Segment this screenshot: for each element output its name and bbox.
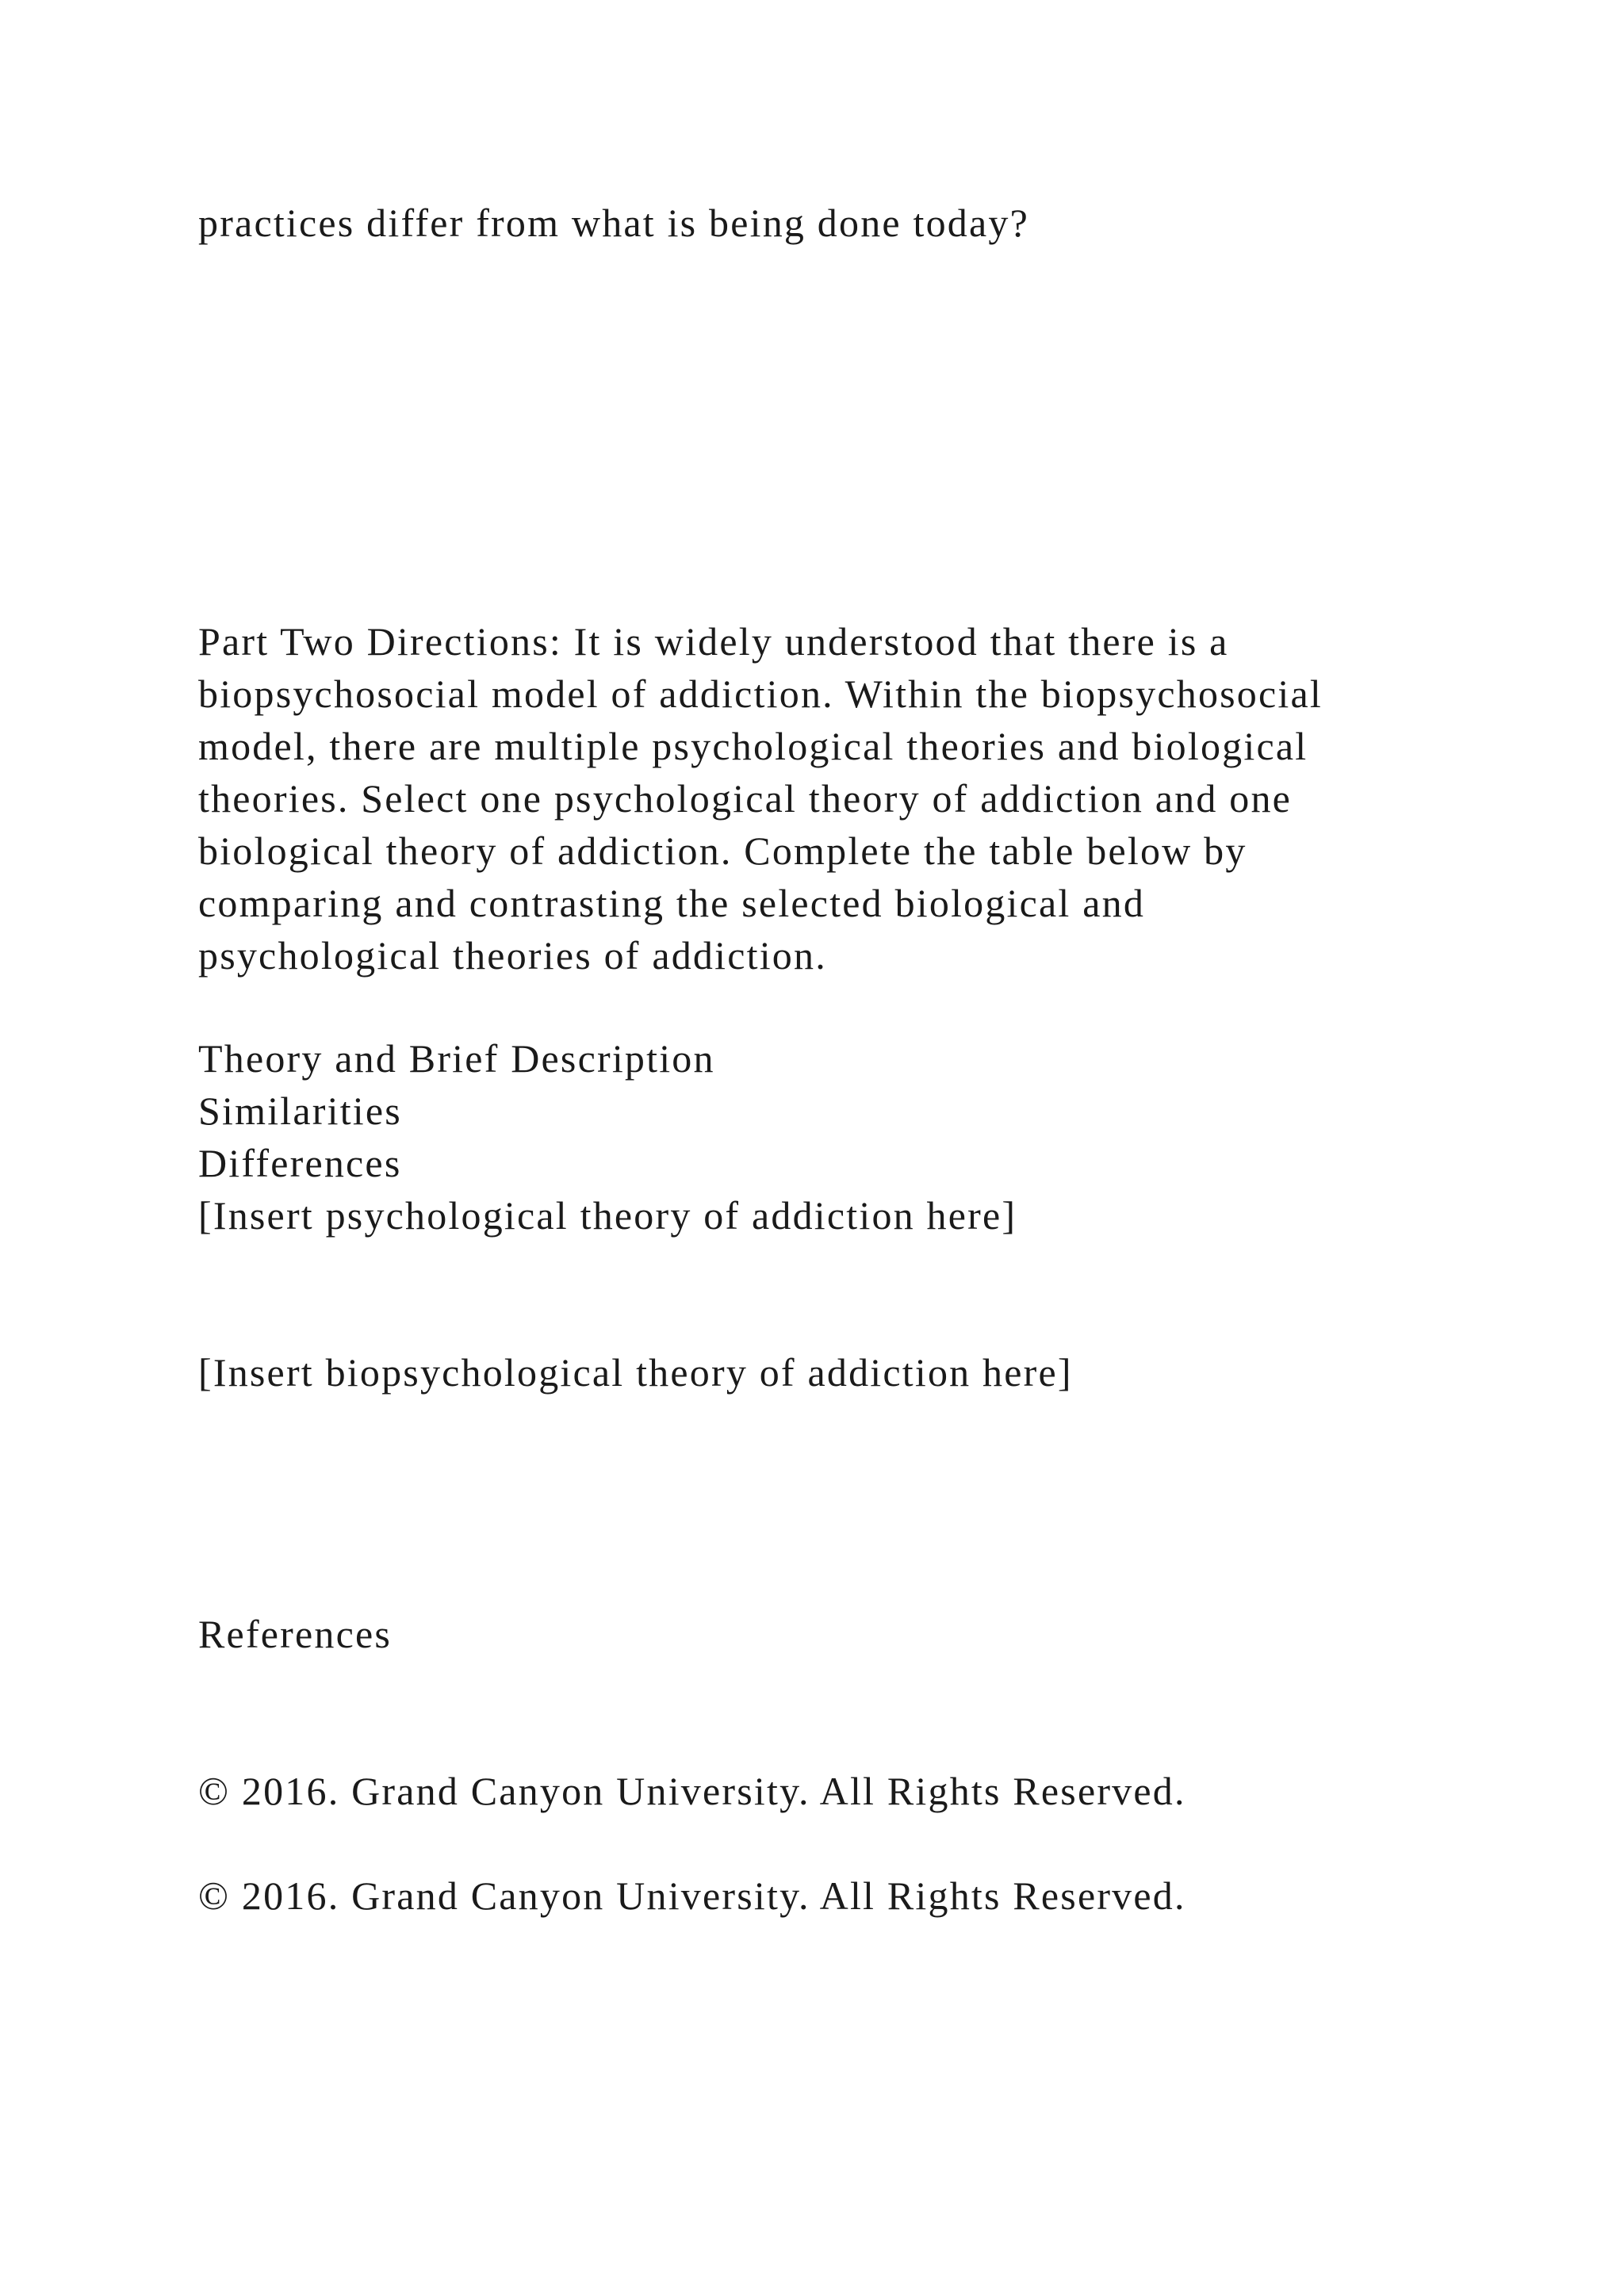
table-header-differences: Differences (198, 1141, 402, 1185)
copyright-line: © 2016. Grand Canyon University. All Rights Reserved. (198, 1873, 1186, 1918)
table-row-psychological-placeholder: [Insert psychological theory of addiction here] (198, 1193, 1017, 1238)
part-two-line: comparing and contrasting the selected biological and (198, 881, 1146, 925)
part-two-line: Part Two Directions: It is widely understood that there is a (198, 619, 1229, 664)
part-two-line: biological theory of addiction. Complete the table below by (198, 828, 1247, 873)
table-header-similarities: Similarities (198, 1089, 402, 1133)
part-two-line: biopsychosocial model of addiction. Within the biopsychosocial (198, 672, 1323, 716)
references-heading: References (198, 1612, 393, 1656)
part-two-line: theories. Select one psychological theory of addiction and one (198, 776, 1293, 821)
part-two-line: model, there are multiple psychological theories and biological (198, 724, 1308, 768)
table-row-biopsychological-placeholder: [Insert biopsychological theory of addiction here] (198, 1350, 1073, 1395)
copyright-line: © 2016. Grand Canyon University. All Rights Reserved. (198, 1769, 1186, 1813)
table-header-theory: Theory and Brief Description (198, 1036, 715, 1081)
comparison-table (198, 1032, 1017, 1242)
continuation-question-line: practices differ from what is being done today? (198, 201, 1029, 245)
part-two-line: psychological theories of addiction. (198, 933, 827, 978)
part-two-directions (198, 615, 1323, 982)
